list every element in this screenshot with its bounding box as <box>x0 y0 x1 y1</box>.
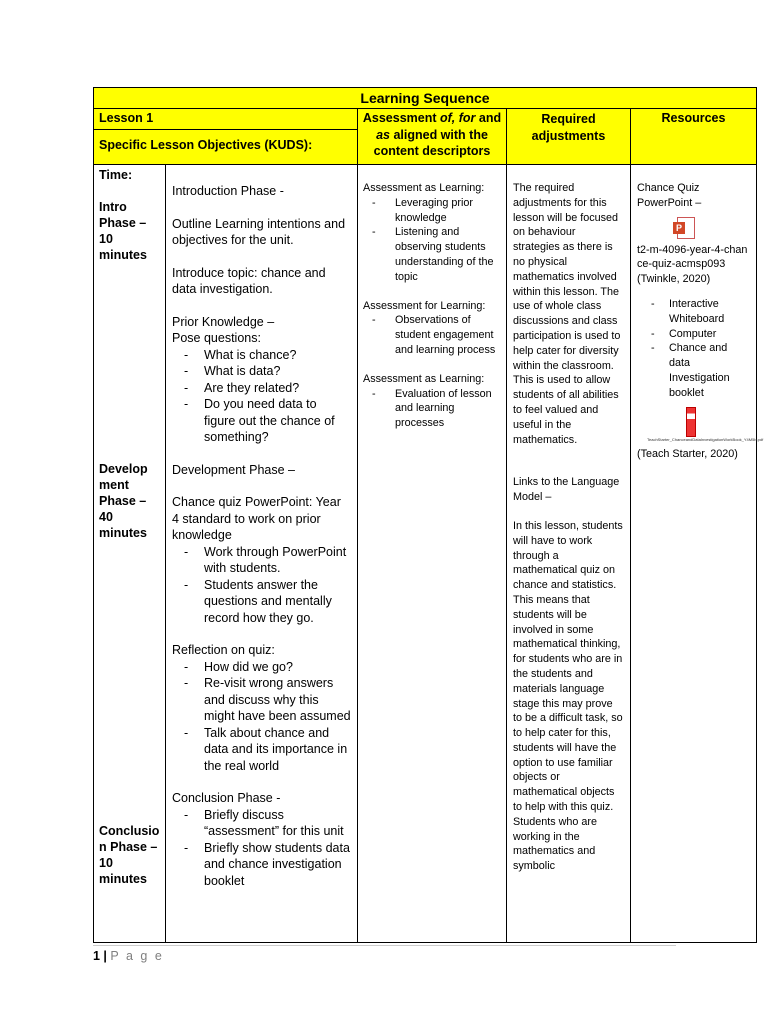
activities-column <box>166 165 358 943</box>
intro-heading: Introduction Phase - <box>172 184 284 198</box>
outline-text: Outline Learning intentions and objectives for the unit. <box>172 216 346 247</box>
list-item: - Leveraging prior knowledge <box>363 196 501 226</box>
objectives-label: Specific Lesson Objectives (KUDS): <box>94 130 358 165</box>
pose-questions-text: Pose questions: <box>172 331 261 345</box>
list-item: - Chance and data Investigation booklet <box>637 341 750 400</box>
list-item: - How did we go? <box>172 659 351 676</box>
teach-starter-citation: (Teach Starter, 2020) <box>637 447 738 460</box>
adjustments-column <box>507 165 631 943</box>
page-label: P a g e <box>110 949 164 963</box>
resources-column <box>631 165 764 943</box>
powerpoint-file-name[interactable]: t2-m-4096-year-4-chance-quiz-acmsp093 <box>637 243 748 271</box>
table-title: Learning Sequence <box>94 88 757 109</box>
assessment-for-list <box>363 313 501 357</box>
list-item: - Listening and observing students understanding of the topic <box>363 225 501 284</box>
adjustments-text: The required adjustments for this lesson will be focused on behaviour strategies as there is no physical mathematics involved within this lesson. The use of whole class discussions and class participation is used to help cater for diversity within the classroom. This is used to allow students of all abilities to feel valued and useful in the mathematics. <box>513 182 621 446</box>
reflection-list <box>172 659 351 775</box>
list-item: - Do you need data to figure out the chance of something? <box>172 396 351 446</box>
list-item: - Talk about chance and data and its importance in the real world <box>172 725 351 775</box>
list-item: - Work through PowerPoint with students. <box>172 544 351 577</box>
footer-divider <box>93 945 676 946</box>
list-item: - Students answer the questions and mentally record how they go. <box>172 577 351 627</box>
assessment-as-list <box>363 196 501 285</box>
introduce-text: Introduce topic: chance and data investigation. <box>172 265 326 296</box>
list-item: - Observations of student engagement and learning process <box>363 313 501 357</box>
lesson-label: Lesson 1 <box>94 109 358 130</box>
assessment-column <box>358 165 507 943</box>
resources-header: Resources <box>631 109 757 165</box>
page-number: 1 <box>93 949 100 963</box>
pdf-file-icon[interactable] <box>686 407 696 437</box>
list-item: - Interactive Whiteboard <box>637 297 750 327</box>
list-item: - Re-visit wrong answers and discuss why this might have been assumed <box>172 675 351 725</box>
assessment-header: Assessment of, for and as aligned with the content descriptors <box>358 109 507 165</box>
assessment-as-list-2 <box>363 387 501 431</box>
intro-phase-label: Intro Phase – 10 minutes <box>99 200 147 262</box>
adjustments-header: Required adjustments <box>507 109 631 165</box>
twinkle-citation: (Twinkle, 2020) <box>637 273 711 286</box>
quiz-resource-label: Chance Quiz PowerPoint – <box>637 182 702 209</box>
language-model-text: In this lesson, students will have to work through a mathematical quiz on chance and statistics. This means that students will be involved in some mathematical thinking, for students who are in the students and materials language stage this may prove to be a difficult task, so to help cater for this, students will have the option to use familiar objects or mathematical objects to help with this quiz. Students who are working in the mathematics and symbolic <box>513 519 623 873</box>
questions-list <box>172 347 351 446</box>
footer-separator: | <box>99 949 111 963</box>
development-phase-label: Develop ment Phase – 40 minutes <box>99 462 148 540</box>
conclusion-phase-label: Conclusio n Phase – 10 minutes <box>99 824 160 886</box>
list-item: - What is chance? <box>172 347 351 364</box>
assessment-as-heading-2: Assessment as Learning: <box>363 372 485 385</box>
time-column <box>94 165 166 943</box>
resources-list <box>637 297 750 401</box>
conclusion-heading: Conclusion Phase - <box>172 791 281 805</box>
quiz-text: Chance quiz PowerPoint: Year 4 standard to work on prior knowledge <box>172 495 341 542</box>
list-item: - Evaluation of lesson and learning processes <box>363 387 501 431</box>
development-heading: Development Phase – <box>172 462 295 477</box>
conclusion-list <box>172 807 351 890</box>
prior-knowledge-heading: Prior Knowledge – <box>172 314 275 329</box>
learning-sequence-table <box>93 87 764 943</box>
powerpoint-file-icon[interactable]: P <box>673 217 695 239</box>
list-item: - Are they related? <box>172 380 351 397</box>
list-item: - Briefly show students data and chance investigation booklet <box>172 840 351 890</box>
reflection-heading: Reflection on quiz: <box>172 643 275 657</box>
list-item: - What is data? <box>172 363 351 380</box>
page-footer <box>93 949 164 963</box>
pdf-file-name[interactable]: TeachStarter_ChanceandDataInvestigationWorkBook_Y4M5b.pdf <box>647 436 764 442</box>
list-item: - Computer <box>637 327 750 342</box>
language-model-heading: Links to the Language Model – <box>513 476 620 504</box>
time-label: Time: <box>99 168 133 182</box>
quiz-list <box>172 544 351 627</box>
assessment-as-heading: Assessment as Learning: <box>363 182 485 194</box>
list-item: - Briefly discuss “assessment” for this unit <box>172 807 351 840</box>
assessment-for-heading: Assessment for Learning: <box>363 299 486 312</box>
